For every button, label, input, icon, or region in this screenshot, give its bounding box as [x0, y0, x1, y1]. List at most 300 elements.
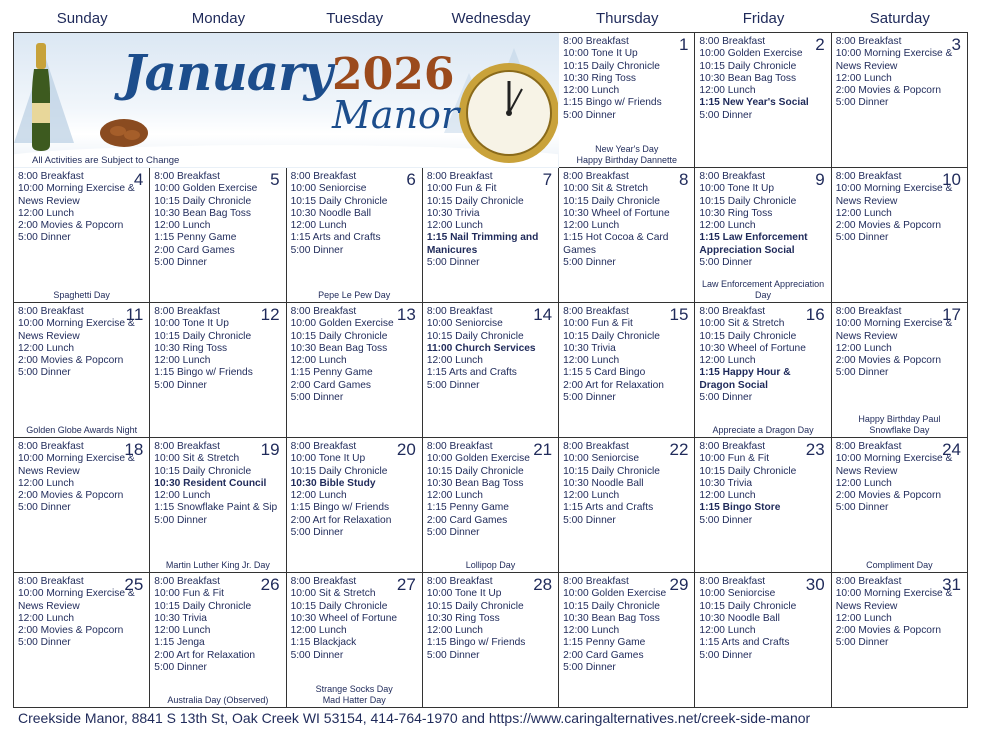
day-note: Lollipop Day [465, 560, 516, 570]
day-note: Appreciate a Dragon Day [712, 425, 814, 435]
activity-item: 2:00 Movies & Popcorn [835, 85, 942, 97]
activity-item: 2:00 Art for Relaxation [290, 514, 392, 526]
activity-item: 12:00 Lunch [290, 355, 347, 367]
day-cell [287, 438, 423, 573]
activity-item: 12:00 Lunch [835, 207, 892, 219]
day-cell [150, 303, 286, 438]
day-note: Australia Day (Observed) [167, 695, 269, 705]
day-cell [695, 303, 831, 438]
activity-item: 10:15 Daily Chronicle [426, 195, 524, 207]
activity-item: 10:30 Trivia [563, 342, 616, 354]
activity-item: 10:30 Wheel of Fortune [290, 612, 398, 624]
day-cell [287, 573, 423, 708]
activity-item: 1:15 Arts and Crafts [563, 502, 654, 514]
weekday-label: Thursday [596, 10, 659, 27]
day-cell [695, 438, 831, 573]
activity-item: 10:00 Morning Exercise & News Review [18, 588, 135, 612]
activity-item: 1:15 New Year's Social [699, 97, 809, 109]
activity-item: 5:00 Dinner [699, 649, 753, 661]
activity-item: 12:00 Lunch [154, 355, 211, 367]
activity-item: 8:00 Breakfast [18, 306, 84, 317]
activity-item: 12:00 Lunch [154, 220, 211, 232]
day-cell [150, 573, 286, 708]
activity-item: 8:00 Breakfast [699, 441, 766, 452]
activity-item: 2:00 Movies & Popcorn [835, 355, 942, 367]
activity-item: 5:00 Dinner [835, 232, 889, 244]
day-number: 30 [805, 575, 825, 594]
activity-item: 1:15 Penny Game [154, 232, 237, 244]
weekday-label: Saturday [869, 10, 930, 27]
activity-item: 5:00 Dinner [563, 109, 616, 121]
activity-item: 10:30 Wheel of Fortune [699, 342, 806, 354]
activity-item: 8:00 Breakfast [290, 576, 357, 587]
activity-item: 10:15 Daily Chronicle [563, 465, 660, 477]
activity-item: 10:15 Daily Chronicle [154, 195, 252, 207]
activity-item: 10:15 Daily Chronicle [290, 465, 388, 477]
activity-item: 2:00 Card Games [426, 514, 508, 526]
activity-item: 5:00 Dinner [154, 257, 207, 269]
day-number: 18 [124, 440, 144, 459]
activity-item: 10:00 Fun & Fit [426, 183, 497, 195]
banner-place: Manor [332, 93, 460, 137]
activity-item: 12:00 Lunch [426, 355, 483, 367]
activity-item: 10:00 Morning Exercise & News Review [835, 588, 953, 612]
day-number: 10 [942, 170, 961, 189]
activity-item: 10:15 Daily Chronicle [426, 330, 524, 342]
day-note: Martin Luther King Jr. Day [165, 560, 270, 570]
day-cell [832, 168, 968, 303]
activity-item: 8:00 Breakfast [18, 171, 84, 182]
activity-item: 8:00 Breakfast [699, 306, 766, 317]
day-number: 14 [533, 305, 553, 324]
activity-item: 12:00 Lunch [835, 477, 892, 489]
activity-item: 10:30 Trivia [699, 477, 753, 489]
activity-item: 5:00 Dinner [835, 367, 889, 379]
activity-item: 10:30 Ring Toss [699, 207, 773, 219]
activity-item: 10:30 Noodle Ball [699, 612, 780, 624]
activity-item: 5:00 Dinner [290, 649, 344, 661]
day-cell [695, 33, 831, 168]
activity-list [427, 171, 554, 269]
activity-item: 10:15 Daily Chronicle [563, 330, 660, 342]
activity-item: 10:30 Trivia [154, 612, 207, 624]
activity-item: 10:00 Seniorcise [290, 183, 367, 195]
activity-item: 12:00 Lunch [699, 220, 756, 232]
day-cell [832, 438, 968, 573]
activity-item: 10:15 Daily Chronicle [290, 330, 388, 342]
day-number: 3 [951, 35, 961, 54]
activity-item: 5:00 Dinner [835, 97, 889, 109]
activity-item: 2:00 Movies & Popcorn [18, 355, 124, 367]
activity-item: 10:30 Ring Toss [154, 342, 228, 354]
activity-item: 8:00 Breakfast [426, 171, 493, 182]
activity-item: 10:00 Sit & Stretch [563, 183, 649, 195]
activity-item: 8:00 Breakfast [835, 576, 902, 587]
activity-item: 10:15 Daily Chronicle [290, 195, 388, 207]
activity-item: 12:00 Lunch [18, 207, 75, 219]
champagne-bottle-icon [32, 43, 50, 151]
activity-item: 10:00 Sit & Stretch [154, 453, 240, 465]
activity-item: 1:15 Arts and Crafts [426, 367, 517, 379]
activity-item: 10:00 Morning Exercise & News Review [18, 318, 135, 342]
activity-item: 1:15 5 Card Bingo [563, 367, 646, 379]
weekday-label: Monday [191, 10, 246, 27]
activity-item: 10:30 Bean Bag Toss [699, 72, 797, 84]
activity-item: 10:30 Bean Bag Toss [290, 342, 388, 354]
activity-item: 8:00 Breakfast [563, 306, 629, 317]
activity-item: 12:00 Lunch [290, 220, 347, 232]
activity-item: 8:00 Breakfast [154, 171, 220, 182]
activity-item: 12:00 Lunch [563, 220, 620, 232]
activity-item: 5:00 Dinner [18, 232, 71, 244]
activity-item: 5:00 Dinner [563, 257, 616, 269]
day-number: 6 [406, 170, 416, 189]
activity-item: 5:00 Dinner [290, 244, 344, 256]
day-number: 16 [805, 305, 825, 324]
activity-item: 8:00 Breakfast [154, 576, 220, 587]
banner-month: January [122, 43, 332, 102]
weekday-label: Sunday [56, 10, 108, 27]
activity-item: 5:00 Dinner [563, 392, 616, 404]
activity-item: 1:15 Happy Hour & Dragon Social [699, 367, 791, 391]
activity-item: 5:00 Dinner [699, 514, 753, 526]
day-cell [14, 168, 150, 303]
activity-item: 2:00 Card Games [563, 649, 644, 661]
activity-item: 12:00 Lunch [563, 85, 620, 97]
activity-item: 10:00 Fun & Fit [154, 588, 224, 600]
day-cell [423, 303, 559, 438]
activity-list [291, 171, 418, 257]
day-cell [832, 33, 968, 168]
day-number: 1 [678, 35, 689, 54]
activity-item: 5:00 Dinner [699, 392, 753, 404]
activity-item: 12:00 Lunch [290, 625, 347, 637]
activity-item: 10:30 Bean Bag Toss [426, 477, 524, 489]
activity-item: 1:15 Hot Cocoa & Card Games [563, 232, 669, 256]
day-cell [832, 303, 968, 438]
activity-item: 5:00 Dinner [18, 367, 71, 379]
activity-item: 2:00 Movies & Popcorn [18, 490, 124, 502]
day-number: 15 [669, 305, 689, 324]
activity-item: 1:15 Law Enforcement Appreciation Social [699, 232, 808, 256]
activity-item: 8:00 Breakfast [563, 576, 629, 587]
day-number: 9 [815, 170, 825, 189]
activity-item: 10:00 Seniorcise [699, 588, 776, 600]
activity-item: 5:00 Dinner [426, 649, 480, 661]
activity-item: 1:15 Jenga [154, 637, 205, 649]
activity-item: 10:30 Bible Study [290, 477, 376, 489]
day-number: 24 [942, 440, 961, 459]
day-number: 21 [533, 440, 553, 459]
activity-item: 1:15 Bingo w/ Friends [290, 502, 390, 514]
activity-item: 10:00 Seniorcise [563, 453, 640, 465]
activity-item: 10:00 Fun & Fit [563, 318, 633, 330]
activity-item: 12:00 Lunch [154, 490, 211, 502]
activity-item: 8:00 Breakfast [699, 171, 766, 182]
day-number: 20 [396, 440, 416, 459]
activity-item: 10:30 Trivia [426, 207, 480, 219]
activity-item: 5:00 Dinner [426, 379, 480, 391]
day-cell [14, 303, 150, 438]
activity-item: 8:00 Breakfast [563, 171, 629, 182]
activity-item: 12:00 Lunch [563, 625, 620, 637]
activity-item: 8:00 Breakfast [835, 306, 902, 317]
activity-item: 1:15 Bingo w/ Friends [426, 637, 526, 649]
activity-item: 2:00 Art for Relaxation [154, 649, 256, 661]
weekday-label: Friday [742, 10, 785, 27]
activity-item: 10:30 Wheel of Fortune [563, 207, 670, 219]
day-number: 11 [125, 305, 144, 324]
day-number: 5 [270, 170, 280, 189]
day-number: 28 [533, 575, 553, 594]
activity-list [699, 171, 826, 269]
day-note: Spaghetti Day [53, 290, 110, 300]
day-cell [559, 573, 695, 708]
activity-item: 5:00 Dinner [18, 637, 71, 649]
activity-item: 5:00 Dinner [18, 502, 71, 514]
day-note: Strange Socks Day Mad Hatter Day [315, 684, 393, 705]
activity-item: 10:00 Tone It Up [563, 48, 638, 60]
activity-item: 10:15 Daily Chronicle [563, 60, 660, 72]
activity-item: 2:00 Movies & Popcorn [835, 625, 942, 637]
day-number: 19 [260, 440, 280, 459]
activity-item: 1:15 Arts and Crafts [290, 232, 381, 244]
activity-item: 1:15 Snowflake Paint & Sip [154, 502, 278, 514]
activity-item: 12:00 Lunch [699, 625, 756, 637]
activity-item: 5:00 Dinner [699, 109, 753, 121]
activity-item: 5:00 Dinner [835, 637, 889, 649]
activity-item: 12:00 Lunch [835, 612, 892, 624]
activity-item: 1:15 Penny Game [426, 502, 509, 514]
activity-item: 10:00 Tone It Up [154, 318, 229, 330]
day-number: 23 [805, 440, 825, 459]
activity-item: 10:15 Daily Chronicle [563, 195, 660, 207]
activity-item: 5:00 Dinner [835, 502, 889, 514]
day-note: Happy Birthday Paul Snowflake Day [858, 414, 941, 435]
activity-item: 10:00 Morning Exercise & News Review [835, 318, 953, 342]
activity-item: 10:15 Daily Chronicle [154, 465, 252, 477]
day-number: 29 [669, 575, 689, 594]
activity-item: 1:15 Arts and Crafts [699, 637, 790, 649]
activity-item: 5:00 Dinner [154, 379, 207, 391]
activity-item: 5:00 Dinner [154, 662, 207, 674]
day-note: New Year's Day Happy Birthday Dannette [576, 144, 678, 165]
day-cell [559, 438, 695, 573]
activity-item: 1:15 Penny Game [563, 637, 646, 649]
activity-item: 10:30 Ring Toss [563, 72, 637, 84]
activity-list [18, 171, 145, 245]
activity-item: 1:15 Bingo Store [699, 502, 781, 514]
day-cell [14, 438, 150, 573]
activity-item: 2:00 Art for Relaxation [563, 379, 664, 391]
activity-item: 8:00 Breakfast [835, 36, 902, 47]
activity-item: 12:00 Lunch [18, 342, 75, 354]
activity-item: 12:00 Lunch [426, 220, 483, 232]
activity-item: 2:00 Card Games [154, 244, 235, 256]
day-number: 12 [260, 305, 280, 324]
activity-item: 8:00 Breakfast [154, 306, 220, 317]
day-cell [832, 573, 968, 708]
activity-item: 10:15 Daily Chronicle [290, 600, 388, 612]
day-number: 13 [396, 305, 416, 324]
activity-item: 10:00 Morning Exercise & News Review [835, 183, 953, 207]
activity-item: 2:00 Movies & Popcorn [18, 625, 124, 637]
activity-item: 8:00 Breakfast [154, 441, 220, 452]
activity-item: 12:00 Lunch [699, 85, 756, 97]
activity-item: 8:00 Breakfast [18, 576, 84, 587]
day-cell [423, 168, 559, 303]
activity-list [699, 36, 826, 122]
activity-item: 10:00 Golden Exercise [426, 453, 530, 465]
day-cell [287, 303, 423, 438]
activity-item: 10:00 Tone It Up [290, 453, 366, 465]
activity-item: 1:15 Bingo w/ Friends [154, 367, 253, 379]
activity-item: 5:00 Dinner [563, 662, 616, 674]
activity-item: 10:00 Morning Exercise & News Review [835, 48, 953, 72]
activity-item: 11:00 Church Services [426, 342, 536, 354]
activity-item: 8:00 Breakfast [426, 441, 493, 452]
day-cell [287, 168, 423, 303]
activity-item: 10:15 Daily Chronicle [699, 195, 797, 207]
activity-item: 10:00 Fun & Fit [699, 453, 770, 465]
activity-item: 10:00 Morning Exercise & News Review [835, 453, 953, 477]
day-cell [695, 168, 831, 303]
activity-item: 10:30 Bean Bag Toss [563, 612, 660, 624]
weekday-label: Wednesday [451, 10, 531, 27]
activity-item: 12:00 Lunch [18, 612, 75, 624]
activity-item: 8:00 Breakfast [290, 171, 357, 182]
activity-item: 1:15 Blackjack [290, 637, 357, 649]
activity-item: 5:00 Dinner [563, 514, 616, 526]
month-banner [14, 33, 559, 168]
pinecone-icon [100, 119, 148, 147]
activity-item: 5:00 Dinner [426, 257, 480, 269]
banner-year: 2026 [332, 49, 455, 100]
activity-item: 2:00 Movies & Popcorn [835, 220, 942, 232]
activity-item: 10:00 Tone It Up [699, 183, 774, 195]
activity-item: 12:00 Lunch [835, 72, 892, 84]
activity-item: 10:15 Daily Chronicle [426, 600, 524, 612]
activity-item: 5:00 Dinner [290, 392, 344, 404]
activity-item: 12:00 Lunch [563, 355, 620, 367]
banner-subtitle: All Activities are Subject to Change [32, 155, 180, 166]
activity-item: 10:15 Daily Chronicle [699, 330, 797, 342]
activity-item: 10:30 Noodle Ball [563, 477, 644, 489]
day-cell [150, 168, 286, 303]
activity-item: 10:15 Daily Chronicle [154, 330, 252, 342]
activity-item: 12:00 Lunch [699, 490, 756, 502]
activity-item: 5:00 Dinner [290, 527, 344, 539]
activity-item: 8:00 Breakfast [426, 576, 493, 587]
activity-item: 10:30 Ring Toss [426, 612, 500, 624]
day-cell [423, 438, 559, 573]
weekday-header [14, 10, 968, 32]
activity-item: 2:00 Movies & Popcorn [18, 220, 124, 232]
activity-item: 8:00 Breakfast [835, 171, 902, 182]
activity-item: 1:15 Bingo w/ Friends [563, 97, 662, 109]
activity-item: 10:30 Bean Bag Toss [154, 207, 251, 219]
day-cell [150, 438, 286, 573]
activity-item: 8:00 Breakfast [426, 306, 493, 317]
day-number: 2 [815, 35, 825, 54]
activity-list [154, 171, 281, 269]
activity-item: 12:00 Lunch [563, 490, 620, 502]
activity-item: 5:00 Dinner [154, 514, 207, 526]
footer-address: Creekside Manor, 8841 S 13th St, Oak Creek WI 53154, 414-764-1970 and https://www.caringalternatives.net/creek-side-manor [18, 710, 811, 726]
activity-item: 10:15 Daily Chronicle [699, 60, 797, 72]
activity-list [563, 171, 690, 269]
day-number: 26 [260, 575, 280, 594]
activity-item: 8:00 Breakfast [290, 441, 357, 452]
activity-item: 5:00 Dinner [699, 257, 753, 269]
activity-item: 2:00 Card Games [290, 379, 371, 391]
activity-list [836, 36, 963, 110]
day-note: Compliment Day [866, 560, 933, 570]
day-number: 8 [678, 170, 689, 189]
activity-item: 10:00 Morning Exercise & News Review [18, 453, 135, 477]
activity-item: 10:00 Golden Exercise [699, 48, 803, 60]
activity-item: 10:30 Resident Council [154, 477, 267, 489]
activity-item: 10:00 Tone It Up [426, 588, 502, 600]
activity-item: 12:00 Lunch [18, 477, 75, 489]
day-note: Golden Globe Awards Night [26, 425, 138, 435]
day-cell [14, 573, 150, 708]
activity-item: 8:00 Breakfast [699, 36, 766, 47]
day-cell [559, 33, 695, 168]
day-number: 31 [942, 575, 961, 594]
activity-item: 12:00 Lunch [426, 625, 483, 637]
activity-item: 2:00 Movies & Popcorn [835, 490, 942, 502]
activity-list [563, 36, 690, 122]
activity-item: 1:15 Nail Trimming and Manicures [426, 232, 539, 256]
day-cell [423, 573, 559, 708]
day-number: 7 [542, 170, 553, 189]
day-cell [559, 303, 695, 438]
activity-item: 8:00 Breakfast [290, 306, 357, 317]
activity-item: 12:00 Lunch [426, 490, 483, 502]
day-number: 4 [133, 170, 144, 189]
weekday-label: Tuesday [326, 10, 384, 27]
activity-item: 10:30 Noodle Ball [290, 207, 371, 219]
day-cell [559, 168, 695, 303]
activity-item: 10:00 Golden Exercise [563, 588, 667, 600]
day-number: 27 [396, 575, 416, 594]
day-cell [695, 573, 831, 708]
day-number: 22 [669, 440, 689, 459]
activity-item: 8:00 Breakfast [18, 441, 84, 452]
day-note: Pepe Le Pew Day [318, 290, 391, 300]
activity-item: 10:15 Daily Chronicle [154, 600, 252, 612]
day-note: Law Enforcement Appreciation Day [702, 279, 825, 300]
activity-item: 8:00 Breakfast [835, 441, 902, 452]
activity-item: 10:00 Sit & Stretch [699, 318, 785, 330]
day-number: 17 [942, 305, 961, 324]
activity-item: 12:00 Lunch [290, 490, 347, 502]
activity-item: 8:00 Breakfast [699, 576, 766, 587]
activity-item: 10:15 Daily Chronicle [699, 465, 797, 477]
activity-item: 12:00 Lunch [154, 625, 211, 637]
activity-item: 10:00 Golden Exercise [154, 183, 258, 195]
calendar-grid [13, 32, 968, 708]
activity-item: 12:00 Lunch [835, 342, 892, 354]
activity-item: 10:15 Daily Chronicle [426, 465, 524, 477]
activity-item: 10:00 Golden Exercise [290, 318, 394, 330]
activity-item: 10:15 Daily Chronicle [699, 600, 797, 612]
activity-item: 12:00 Lunch [699, 355, 756, 367]
day-number: 25 [124, 575, 144, 594]
clock-icon [459, 63, 558, 163]
activity-item: 10:00 Seniorcise [426, 318, 503, 330]
